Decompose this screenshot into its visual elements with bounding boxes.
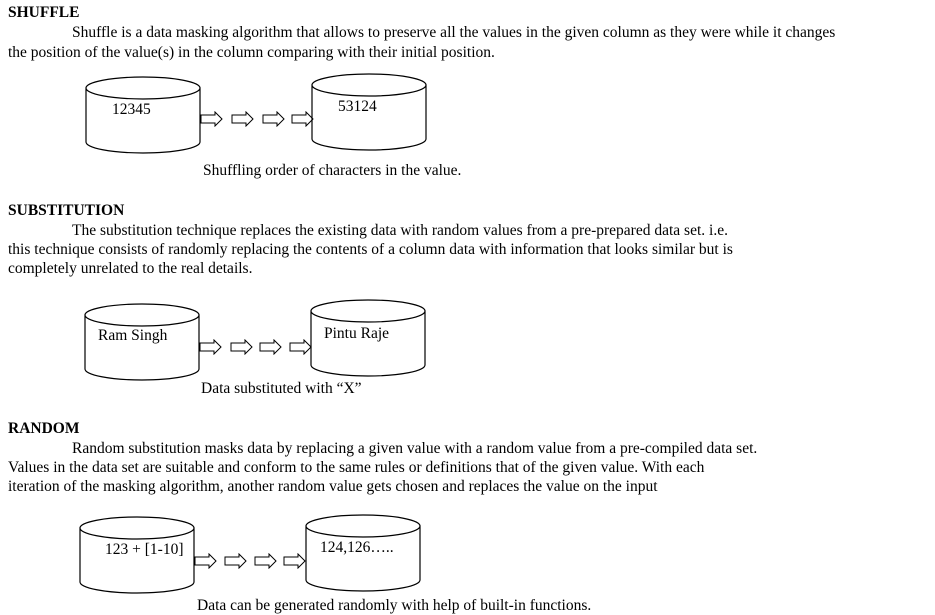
paragraph-line: this technique consists of randomly replacing the contents of a column data with information that looks similar but is (8, 241, 733, 258)
flow-arrows (199, 339, 314, 355)
source-value: Ram Singh (98, 327, 168, 344)
paragraph-line: Shuffle is a data masking algorithm that allows to preserve all the values in the given column as they were while it changes (72, 24, 836, 41)
paragraph-line: Random substitution masks data by replacing a given value with a random value from a pre-compiled data set. (72, 440, 758, 457)
target-database-cylinder (311, 73, 427, 151)
arrow-right-icon (262, 111, 286, 127)
arrow-right-icon (224, 553, 248, 569)
section-heading-random: RANDOM (8, 420, 80, 437)
diagram-caption: Data substituted with “X” (201, 380, 362, 397)
section-heading-shuffle: SHUFFLE (8, 4, 80, 21)
source-database-cylinder (84, 303, 200, 381)
paragraph-line: Values in the data set are suitable and conform to the same rules or definitions that of the given value. With each (8, 459, 705, 476)
source-database-cylinder (79, 516, 195, 594)
section-heading-substitution: SUBSTITUTION (8, 202, 125, 219)
arrow-right-icon (231, 111, 255, 127)
diagram-caption: Data can be generated randomly with help of built-in functions. (197, 597, 592, 614)
source-value: 123 + [1-10] (105, 541, 184, 558)
arrow-right-icon (230, 339, 254, 355)
target-database-cylinder (305, 514, 421, 592)
source-database-cylinder (85, 76, 201, 154)
target-value: 124,126….. (320, 539, 394, 556)
paragraph-line: The substitution technique replaces the existing data with random values from a pre-prepared data set. i.e. (72, 222, 728, 239)
flow-arrows (200, 111, 315, 127)
flow-arrows (194, 553, 309, 569)
arrow-right-icon (199, 339, 223, 355)
target-value: 53124 (338, 98, 377, 115)
arrow-right-icon (194, 553, 218, 569)
arrow-right-icon (200, 111, 224, 127)
paragraph-line: iteration of the masking algorithm, another random value gets chosen and replaces the value on the input (8, 478, 658, 495)
paragraph-line: completely unrelated to the real details. (8, 260, 253, 277)
arrow-right-icon (283, 553, 307, 569)
target-database-cylinder (310, 299, 426, 377)
diagram-caption: Shuffling order of characters in the value. (203, 162, 462, 179)
target-value: Pintu Raje (324, 325, 390, 342)
arrow-right-icon (254, 553, 278, 569)
arrow-right-icon (259, 339, 283, 355)
paragraph-line: the position of the value(s) in the column comparing with their initial position. (8, 44, 495, 61)
source-value: 12345 (112, 101, 151, 118)
